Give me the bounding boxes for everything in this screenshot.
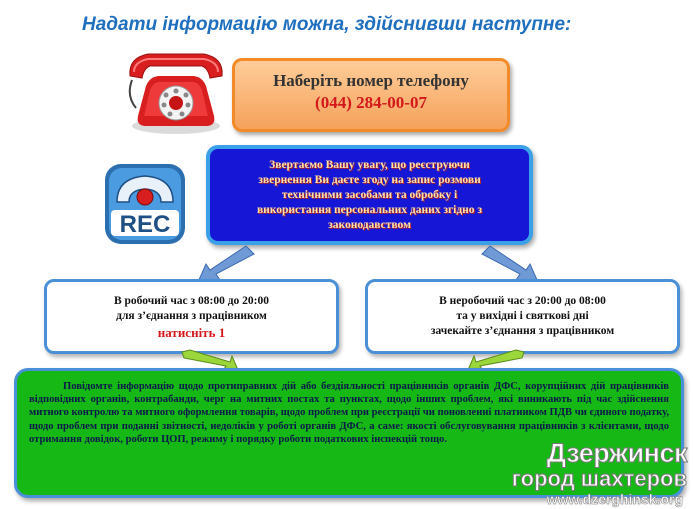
rec-icon xyxy=(103,162,187,246)
report-info-box xyxy=(14,368,684,498)
telephone-icon xyxy=(126,46,226,138)
off-hours-wait: зачекайте з’єднання з працівником xyxy=(430,325,615,337)
phone-number-box xyxy=(232,58,510,132)
notice-line: законодавством xyxy=(328,219,411,231)
watermark-subtitle: город шахтеров xyxy=(511,466,687,491)
watermark-title: Дзержинск xyxy=(546,438,687,468)
arrow-left-icon xyxy=(196,244,256,284)
recording-notice xyxy=(206,145,533,245)
notice-line: Звертаємо Вашу увагу, що реєструючи xyxy=(269,159,470,171)
working-hours-box xyxy=(44,279,339,354)
notice-line: технічними засобами та обробку і xyxy=(281,189,458,201)
phone-label: Наберіть номер телефону xyxy=(273,71,469,90)
working-hours-connect: для з’єднання з працівником xyxy=(116,310,267,322)
report-text: Повідомте інформацію щодо протиправних дій або бездіяльності працівників органів ДФС, корупційних дій працівників відповідних органів, контрабанди, черг на митних постах та пунктах, щодо інших проблем, які виникають під час здійснення митного контролю та митного оформлення товарів, щодо проблем при реєстрації чи поновленні платником ПДВ чи єдиного податку, щодо проблем при поданні звітності, недоліків у роботі органів ДФС, а саме: якості обслуговування працівників з клієнтами, щодо отримання довідок, роботи ЦОП, режиму і порядку роботи податкових інспекцій тощо. xyxy=(29,381,669,445)
off-hours-days: та у вихідні і святкові дні xyxy=(456,310,589,322)
arrow-right-icon xyxy=(480,244,540,284)
working-hours-time: В робочий час з 08:00 до 20:00 xyxy=(113,295,270,307)
watermark-url[interactable]: www.dzerghinsk.org xyxy=(546,491,683,507)
off-hours-time: В неробочий час з 20:00 до 08:00 xyxy=(439,295,606,307)
page-title: Надати інформацію можна, здійснивши наступне: xyxy=(82,14,572,35)
working-hours-action: натисніть 1 xyxy=(157,325,226,340)
notice-line: використання персональних даних згідно з xyxy=(256,204,483,216)
notice-line: звернення Ви даєте згоду на запис розмови xyxy=(258,174,481,186)
off-hours-box xyxy=(365,279,680,354)
rec-label: REC xyxy=(119,211,171,238)
phone-number[interactable]: (044) 284-00-07 xyxy=(315,93,427,112)
